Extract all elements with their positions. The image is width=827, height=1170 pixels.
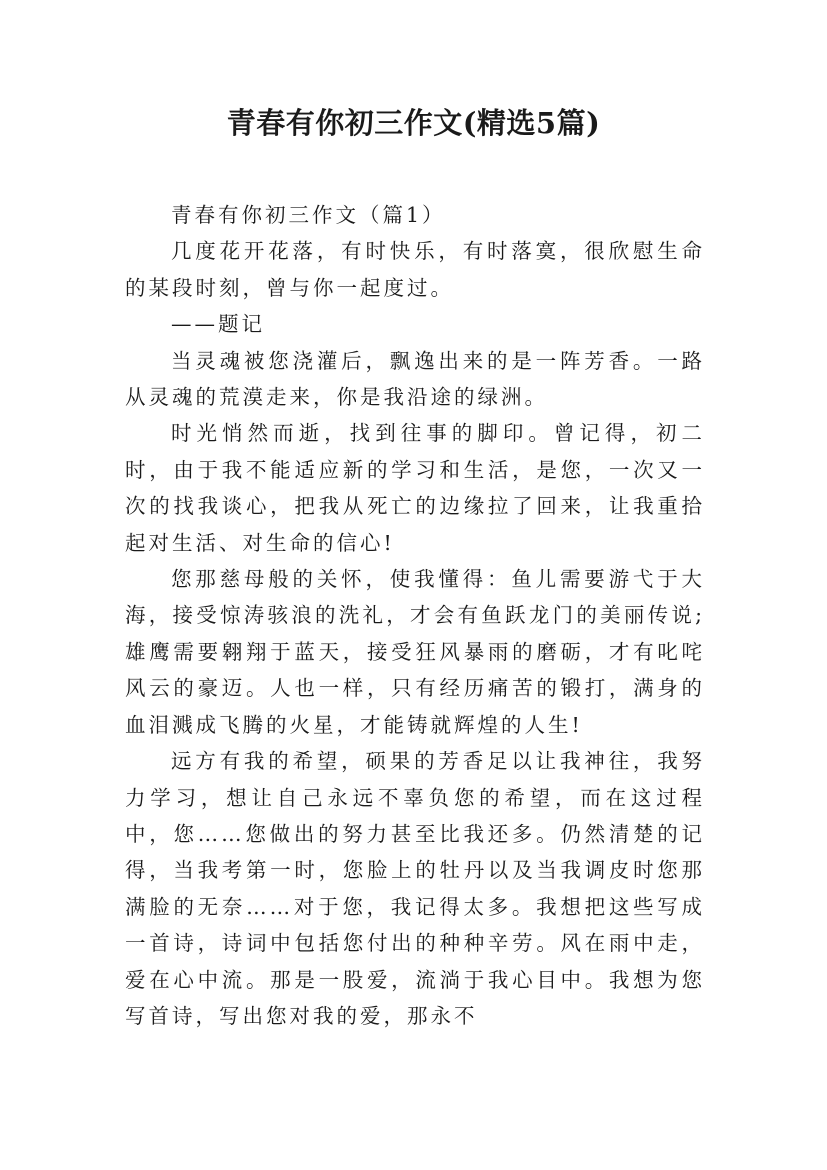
body-paragraph: 几度花开花落，有时快乐，有时落寞，很欣慰生命的某段时刻，曾与你一起度过。 [125,239,705,300]
body-paragraph: 远方有我的希望，硕果的芳香足以让我神往，我努力学习，想让自己永远不辜负您的希望，而在这过程中，您……您做出的努力甚至比我还多。仍然清楚的记得，当我考第一时，您脸上的牡丹以及当我调皮时您那满脸的无奈……对于您，我记得太多。我想把这些写成一首诗，诗词中包括您付出的种种辛劳。风在雨中走，爱在心中流。那是一股爱，流淌于我心目中。我想为您写首诗，写出您对我的爱，那永不 [125,749,705,1028]
document-body [125,197,705,1034]
section-heading: 青春有你初三作文（篇1） [171,203,446,227]
body-paragraph: 您那慈母般的关怀，使我懂得：鱼儿需要游弋于大海，接受惊涛骇浪的洗礼，才会有鱼跃龙门的美丽传说;雄鹰需要翱翔于蓝天，接受狂风暴雨的磨砺，才有叱咤风云的豪迈。人也一样，只有经历痛苦的锻打，满身的血泪溅成飞腾的火星，才能铸就辉煌的人生! [125,567,705,737]
body-paragraph: 当灵魂被您浇灌后，飘逸出来的是一阵芳香。一路从灵魂的荒漠走来，你是我沿途的绿洲。 [125,348,705,410]
epigraph-attribution: ——题记 [171,312,265,337]
document-title: 青春有你初三作文(精选5篇) [226,106,601,140]
body-paragraph: 时光悄然而逝，找到往事的脚印。曾记得，初二时，由于我不能适应新的学习和生活，是您，一次又一次的找我谈心，把我从死亡的边缘拉了回来，让我重拾起对生活、对生命的信心! [125,421,705,555]
